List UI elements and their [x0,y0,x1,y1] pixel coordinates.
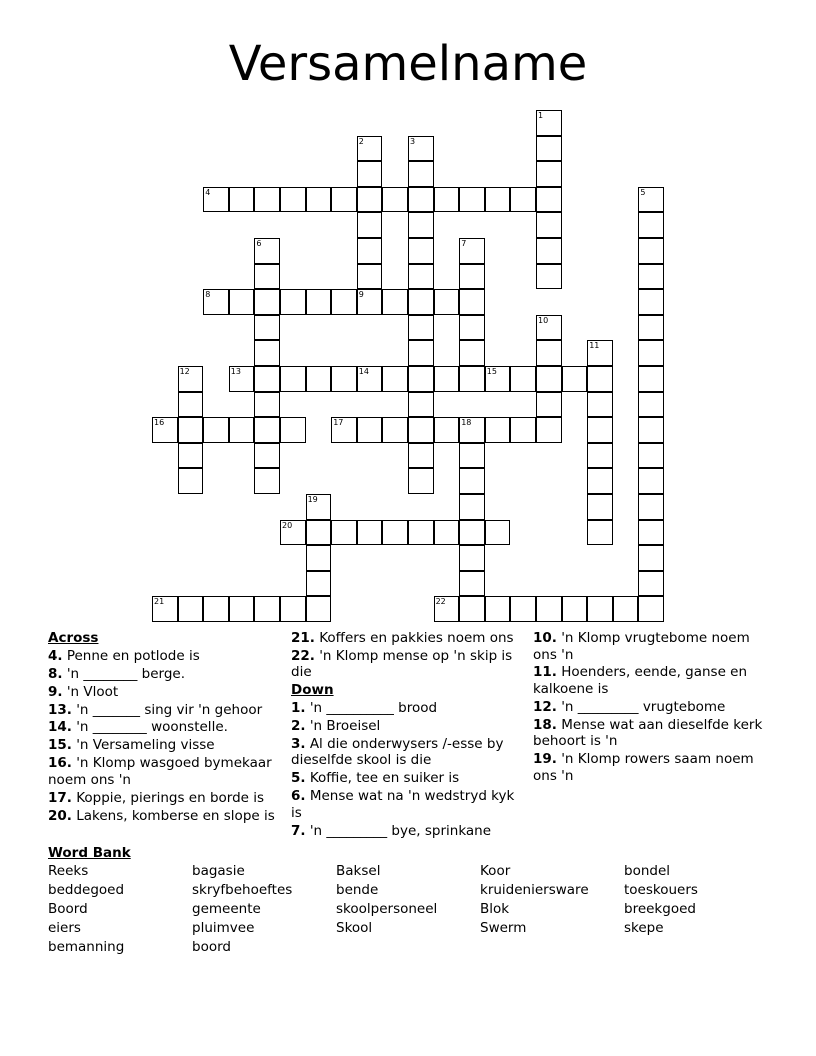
grid-cell[interactable] [331,289,357,315]
clue-number: 18 [461,418,472,428]
page-title: Versamelname [228,36,588,92]
grid-cell[interactable] [638,443,664,469]
grid-cell[interactable] [178,392,204,418]
clue-number: 17 [333,418,344,428]
grid-cell[interactable] [382,187,408,213]
word-bank-word: breekgoed [624,901,696,917]
word-bank-column [624,862,698,938]
clue-number: 20. [48,807,72,824]
clue-number: 15 [486,367,497,376]
clue-text: 'n ________ woonstelle. [71,719,228,736]
grid-cell[interactable] [638,315,664,341]
grid-cell[interactable] [459,468,485,494]
clue-number: 14 [358,367,369,376]
grid-cell[interactable] [536,392,562,418]
grid-cell[interactable] [562,596,588,622]
grid-cell[interactable] [459,520,485,546]
clue-number: 6. [291,788,306,805]
grid-cell[interactable] [357,264,383,290]
grid-cell[interactable] [459,340,485,366]
clue-item [291,788,523,821]
clue-item [48,719,280,736]
grid-cell[interactable] [280,417,306,443]
clue-item [291,770,523,787]
grid-cell[interactable] [382,520,408,546]
grid-cell[interactable] [613,596,639,622]
grid-cell[interactable] [434,289,460,315]
word-bank-word: bagasie [192,863,245,879]
clues-column-2 [291,630,523,841]
clue-number: 16 [154,418,165,428]
grid-cell[interactable] [408,212,434,238]
grid-cell[interactable] [331,366,357,392]
grid-cell[interactable] [536,161,562,187]
clue-number: 19 [307,495,318,504]
grid-cell[interactable] [254,468,280,494]
grid-cell[interactable] [229,366,255,392]
word-bank-word: boord [192,939,231,955]
clue-number: 16. [48,755,72,772]
grid-cell[interactable] [203,417,229,443]
clue-number: 3. [291,735,306,752]
word-bank-column [480,862,589,938]
clues-column-3 [533,630,765,785]
grid-cell[interactable] [562,366,588,392]
clue-item [533,699,765,716]
clue-text: 'n _________ vrugtebome [556,698,726,715]
grid-cell[interactable] [485,596,511,622]
grid-cell[interactable] [408,136,434,162]
grid-cell[interactable] [203,596,229,622]
grid-cell[interactable] [178,596,204,622]
grid-cell[interactable] [254,340,280,366]
clue-number: 21 [154,597,165,607]
grid-cell[interactable] [408,392,434,418]
grid-cell[interactable] [510,187,536,213]
grid-cell[interactable] [408,264,434,290]
clue-number: 7. [291,822,306,839]
word-bank-word: pluimvee [192,920,255,936]
grid-cell[interactable] [587,340,613,366]
grid-cell[interactable] [254,264,280,290]
clue-item [291,700,523,717]
word-bank-word: bemanning [48,939,125,955]
clue-item [533,751,765,784]
grid-cell[interactable] [459,264,485,290]
grid-cell[interactable] [306,571,332,597]
grid-cell[interactable] [357,161,383,187]
word-bank-word: Koor [480,863,511,879]
clue-text: 'n Klomp wasgoed bymekaar noem ons 'n [48,755,272,788]
word-bank-word: Boord [48,901,88,917]
grid-cell[interactable] [638,494,664,520]
grid-cell[interactable] [408,366,434,392]
word-bank-word: Swerm [480,920,527,936]
word-bank-word: skoolpersoneel [336,901,438,917]
grid-cell[interactable] [485,187,511,213]
grid-cell[interactable] [254,289,280,315]
word-bank-column [336,862,437,938]
grid-cell[interactable] [459,238,485,264]
grid-cell[interactable] [510,596,536,622]
grid-cell[interactable] [434,520,460,546]
clue-number: 4 [205,187,211,197]
grid-cell[interactable] [229,289,255,315]
clue-number: 1. [291,700,306,717]
grid-cell[interactable] [536,110,562,136]
grid-cell[interactable] [587,366,613,392]
clue-text: 'n Broeisel [305,718,381,735]
clue-item [291,630,523,647]
clue-number: 21. [291,630,315,646]
grid-cell[interactable] [382,289,408,315]
grid-cell[interactable] [638,238,664,264]
grid-cell[interactable] [254,366,280,392]
clue-item [48,755,280,788]
grid-cell[interactable] [254,187,280,213]
word-bank-word: skryfbehoeftes [192,882,293,898]
grid-cell[interactable] [254,315,280,341]
clue-number: 13 [230,367,241,376]
grid-cell[interactable] [306,520,332,546]
grid-cell[interactable] [459,571,485,597]
grid-cell[interactable] [536,340,562,366]
clue-number: 13. [48,701,72,718]
grid-cell[interactable] [152,596,178,622]
grid-cell[interactable] [459,289,485,315]
clue-number: 19. [533,751,557,768]
grid-cell[interactable] [536,596,562,622]
clue-number: 4. [48,647,63,664]
word-bank-word: bende [336,882,379,898]
grid-cell[interactable] [229,187,255,213]
word-bank-word: beddegoed [48,882,125,898]
grid-cell[interactable] [459,187,485,213]
clue-number: 3 [410,136,416,146]
grid-cell[interactable] [280,520,306,546]
clue-text: 'n _________ bye, sprinkane [305,822,492,839]
clue-item [48,648,280,665]
grid-cell[interactable] [638,264,664,290]
clue-item [533,664,765,697]
clue-number: 12. [533,698,557,715]
grid-cell[interactable] [357,212,383,238]
grid-cell[interactable] [587,417,613,443]
grid-cell[interactable] [408,238,434,264]
grid-cell[interactable] [536,366,562,392]
grid-cell[interactable] [408,443,434,469]
grid-cell[interactable] [638,340,664,366]
clue-number: 9. [48,683,63,700]
grid-cell[interactable] [638,187,664,213]
grid-cell[interactable] [178,443,204,469]
clue-number: 2. [291,718,306,735]
clue-item [291,648,523,681]
grid-cell[interactable] [357,238,383,264]
grid-cell[interactable] [536,136,562,162]
clue-item [533,630,765,663]
grid-cell[interactable] [536,212,562,238]
clue-text: Lakens, komberse en slope is [71,807,275,824]
grid-cell[interactable] [459,494,485,520]
grid-cell[interactable] [459,596,485,622]
grid-cell[interactable] [459,315,485,341]
grid-cell[interactable] [536,315,562,341]
grid-cell[interactable] [536,264,562,290]
grid-cell[interactable] [331,417,357,443]
grid-cell[interactable] [331,520,357,546]
grid-cell[interactable] [510,417,536,443]
clue-number: 9 [358,290,364,300]
grid-cell[interactable] [357,289,383,315]
grid-cell[interactable] [408,289,434,315]
grid-cell[interactable] [459,545,485,571]
grid-cell[interactable] [229,596,255,622]
clue-text: Hoenders, eende, ganse en kalkoene is [533,664,748,697]
grid-cell[interactable] [536,238,562,264]
grid-cell[interactable] [408,187,434,213]
grid-cell[interactable] [152,417,178,443]
clue-text: 'n Klomp vrugtebome noem ons 'n [533,630,750,663]
clue-item [48,702,280,719]
word-bank-word: bondel [624,863,671,879]
clue-number: 18. [533,716,557,733]
grid-cell[interactable] [178,417,204,443]
grid-cell[interactable] [254,417,280,443]
clue-text: 'n Vloot [62,683,119,700]
grid-cell[interactable] [382,417,408,443]
across-header: Across [48,630,99,646]
clue-item [48,737,280,754]
grid-cell[interactable] [638,468,664,494]
grid-cell[interactable] [638,289,664,315]
clue-number: 2 [358,136,364,146]
clue-number: 8 [205,290,211,300]
grid-cell[interactable] [459,417,485,443]
grid-cell[interactable] [178,468,204,494]
word-bank-column [192,862,292,957]
grid-cell[interactable] [434,596,460,622]
grid-cell[interactable] [306,289,332,315]
word-bank-word: Reeks [48,863,89,879]
grid-cell[interactable] [331,187,357,213]
clue-text: 'n Klomp rowers saam noem ons 'n [533,751,754,784]
clue-text: Koppie, pierings en borde is [71,789,265,806]
grid-cell[interactable] [587,520,613,546]
grid-cell[interactable] [638,417,664,443]
word-bank-word: skepe [624,920,664,936]
word-bank-word: Skool [336,920,373,936]
clue-number: 22 [435,597,446,607]
grid-cell[interactable] [408,315,434,341]
grid-cell[interactable] [459,443,485,469]
grid-cell[interactable] [280,289,306,315]
grid-cell[interactable] [280,596,306,622]
clue-item [291,736,523,769]
grid-cell[interactable] [638,520,664,546]
grid-cell[interactable] [434,417,460,443]
grid-cell[interactable] [306,366,332,392]
grid-cell[interactable] [587,392,613,418]
grid-cell[interactable] [587,443,613,469]
clue-item [291,718,523,735]
word-bank-word: kruideniersware [480,882,589,898]
word-bank-word: toeskouers [624,882,698,898]
clue-number: 10 [538,315,549,325]
clue-number: 6 [256,239,262,248]
grid-cell[interactable] [357,187,383,213]
word-bank-word: Baksel [336,863,381,879]
clue-text: 'n ________ berge. [62,665,186,682]
grid-cell[interactable] [306,187,332,213]
grid-cell[interactable] [306,494,332,520]
clue-text: Koffers en pakkies noem ons [314,630,514,646]
grid-cell[interactable] [254,443,280,469]
grid-cell[interactable] [408,161,434,187]
clue-number: 12 [179,367,190,376]
clue-text: 'n Versameling visse [71,737,215,754]
grid-cell[interactable] [229,417,255,443]
grid-cell[interactable] [434,366,460,392]
clue-text: Penne en potlode is [62,647,200,664]
grid-cell[interactable] [638,212,664,238]
clue-text: Mense wat na 'n wedstryd kyk is [291,788,515,821]
grid-cell[interactable] [587,468,613,494]
clue-number: 8. [48,665,63,682]
clue-item [48,790,280,807]
grid-cell[interactable] [306,545,332,571]
clue-text: 'n __________ brood [305,700,438,717]
word-bank-word: eiers [48,920,81,936]
grid-cell[interactable] [510,366,536,392]
clue-text: Koffie, tee en suiker is [305,770,460,787]
clue-number: 15. [48,737,72,754]
clue-text: Mense wat aan dieselfde kerk behoort is 'n [533,716,763,750]
clue-number: 22. [291,647,315,664]
word-bank-word: gemeente [192,901,261,917]
clue-number: 11. [533,664,557,681]
word-bank-column [48,862,124,957]
clue-item [533,717,765,750]
grid-cell[interactable] [178,366,204,392]
clue-number: 14. [48,719,72,736]
grid-cell[interactable] [587,494,613,520]
clue-item [48,666,280,683]
grid-cell[interactable] [536,187,562,213]
clue-number: 17. [48,789,72,806]
clues-column-1 [48,630,280,825]
grid-cell[interactable] [459,366,485,392]
grid-cell[interactable] [357,136,383,162]
clue-number: 20 [282,520,293,530]
grid-cell[interactable] [254,596,280,622]
clue-item [291,823,523,840]
grid-cell[interactable] [382,366,408,392]
grid-cell[interactable] [254,392,280,418]
clue-number: 10. [533,630,557,646]
grid-cell[interactable] [306,596,332,622]
clue-text: 'n _______ sing vir 'n gehoor [71,701,263,718]
grid-cell[interactable] [408,520,434,546]
clue-number: 11 [589,341,600,351]
down-header: Down [291,682,334,699]
grid-cell[interactable] [638,545,664,571]
grid-cell[interactable] [254,238,280,264]
grid-cell[interactable] [203,289,229,315]
word-bank-word: Blok [480,901,510,917]
clue-item [48,684,280,701]
grid-cell[interactable] [408,417,434,443]
clue-number: 7 [461,239,467,248]
grid-cell[interactable] [357,417,383,443]
word-bank-header: Word Bank [48,845,131,861]
clue-text: Al die onderwysers /-esse by dieselfde skool is die [291,735,504,769]
grid-cell[interactable] [280,366,306,392]
grid-cell[interactable] [408,468,434,494]
grid-cell[interactable] [485,417,511,443]
grid-cell[interactable] [434,187,460,213]
grid-cell[interactable] [357,520,383,546]
clue-text: 'n Klomp mense op 'n skip is die [291,647,513,681]
grid-cell[interactable] [357,366,383,392]
grid-cell[interactable] [638,392,664,418]
grid-cell[interactable] [638,596,664,622]
grid-cell[interactable] [638,571,664,597]
grid-cell[interactable] [280,187,306,213]
grid-cell[interactable] [203,187,229,213]
grid-cell[interactable] [485,366,511,392]
grid-cell[interactable] [408,340,434,366]
clue-number: 5 [640,187,646,197]
clue-item [48,808,280,825]
grid-cell[interactable] [536,417,562,443]
clue-number: 5. [291,770,306,787]
grid-cell[interactable] [587,596,613,622]
grid-cell[interactable] [485,520,511,546]
grid-cell[interactable] [638,366,664,392]
clue-number: 1 [538,111,544,120]
